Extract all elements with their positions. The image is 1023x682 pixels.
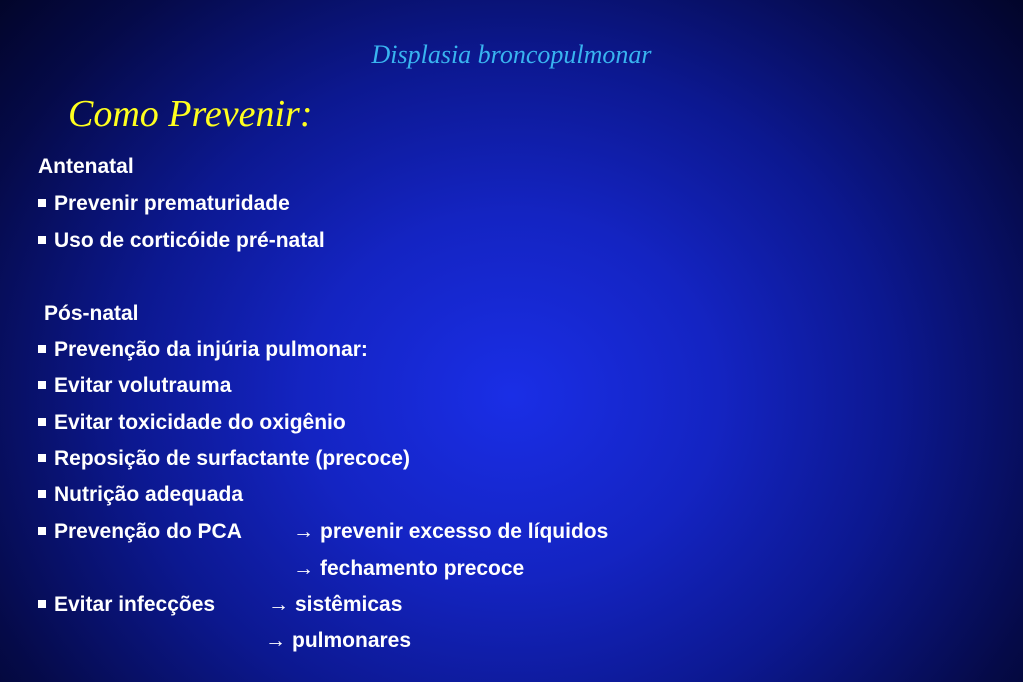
infeccoes-outcome-label: sistêmicas <box>295 593 403 616</box>
right-arrow-icon: → <box>293 557 314 580</box>
posnatal-item <box>38 338 368 362</box>
pca-outcome-label: fechamento precoce <box>320 557 525 580</box>
bullet-square-icon <box>38 600 46 608</box>
bullet-square-icon <box>38 236 46 244</box>
posnatal-item <box>38 483 243 507</box>
posnatal-item-label: Evitar toxicidade do oxigênio <box>54 411 346 434</box>
posnatal-title: Pós-natal <box>44 302 139 325</box>
pca-item <box>38 520 242 544</box>
bullet-square-icon <box>38 418 46 426</box>
posnatal-item-label: Evitar volutrauma <box>54 374 232 397</box>
bullet-square-icon <box>38 454 46 462</box>
bullet-square-icon <box>38 527 46 535</box>
slide-heading: Como Prevenir: <box>68 93 313 135</box>
pca-outcome <box>293 520 608 544</box>
posnatal-item <box>38 447 410 471</box>
bullet-square-icon <box>38 490 46 498</box>
bullet-square-icon <box>38 199 46 207</box>
posnatal-item <box>38 374 231 398</box>
right-arrow-icon: → <box>293 520 314 543</box>
antenatal-item-label: Uso de corticóide pré-natal <box>54 229 325 252</box>
bullet-square-icon <box>38 381 46 389</box>
pca-outcome <box>293 557 524 581</box>
pca-outcome-label: prevenir excesso de líquidos <box>320 520 609 543</box>
posnatal-item-label: Prevenção da injúria pulmonar: <box>54 338 368 361</box>
antenatal-item <box>38 192 290 216</box>
posnatal-item-label: Nutrição adequada <box>54 483 244 506</box>
slide-subtitle: Displasia broncopulmonar <box>371 40 652 69</box>
infeccoes-outcome <box>268 593 402 617</box>
infeccoes-outcome-label: pulmonares <box>292 629 412 652</box>
infeccoes-outcome <box>265 629 411 653</box>
pca-label: Prevenção do PCA <box>54 520 242 543</box>
antenatal-title: Antenatal <box>38 155 134 178</box>
antenatal-item <box>38 229 325 253</box>
bullet-square-icon <box>38 345 46 353</box>
posnatal-item <box>38 411 346 435</box>
infeccoes-item <box>38 593 215 617</box>
right-arrow-icon: → <box>268 593 289 616</box>
right-arrow-icon: → <box>265 629 286 652</box>
antenatal-item-label: Prevenir prematuridade <box>54 192 290 215</box>
infeccoes-label: Evitar infecções <box>54 593 216 616</box>
posnatal-item-label: Reposição de surfactante (precoce) <box>54 447 410 470</box>
